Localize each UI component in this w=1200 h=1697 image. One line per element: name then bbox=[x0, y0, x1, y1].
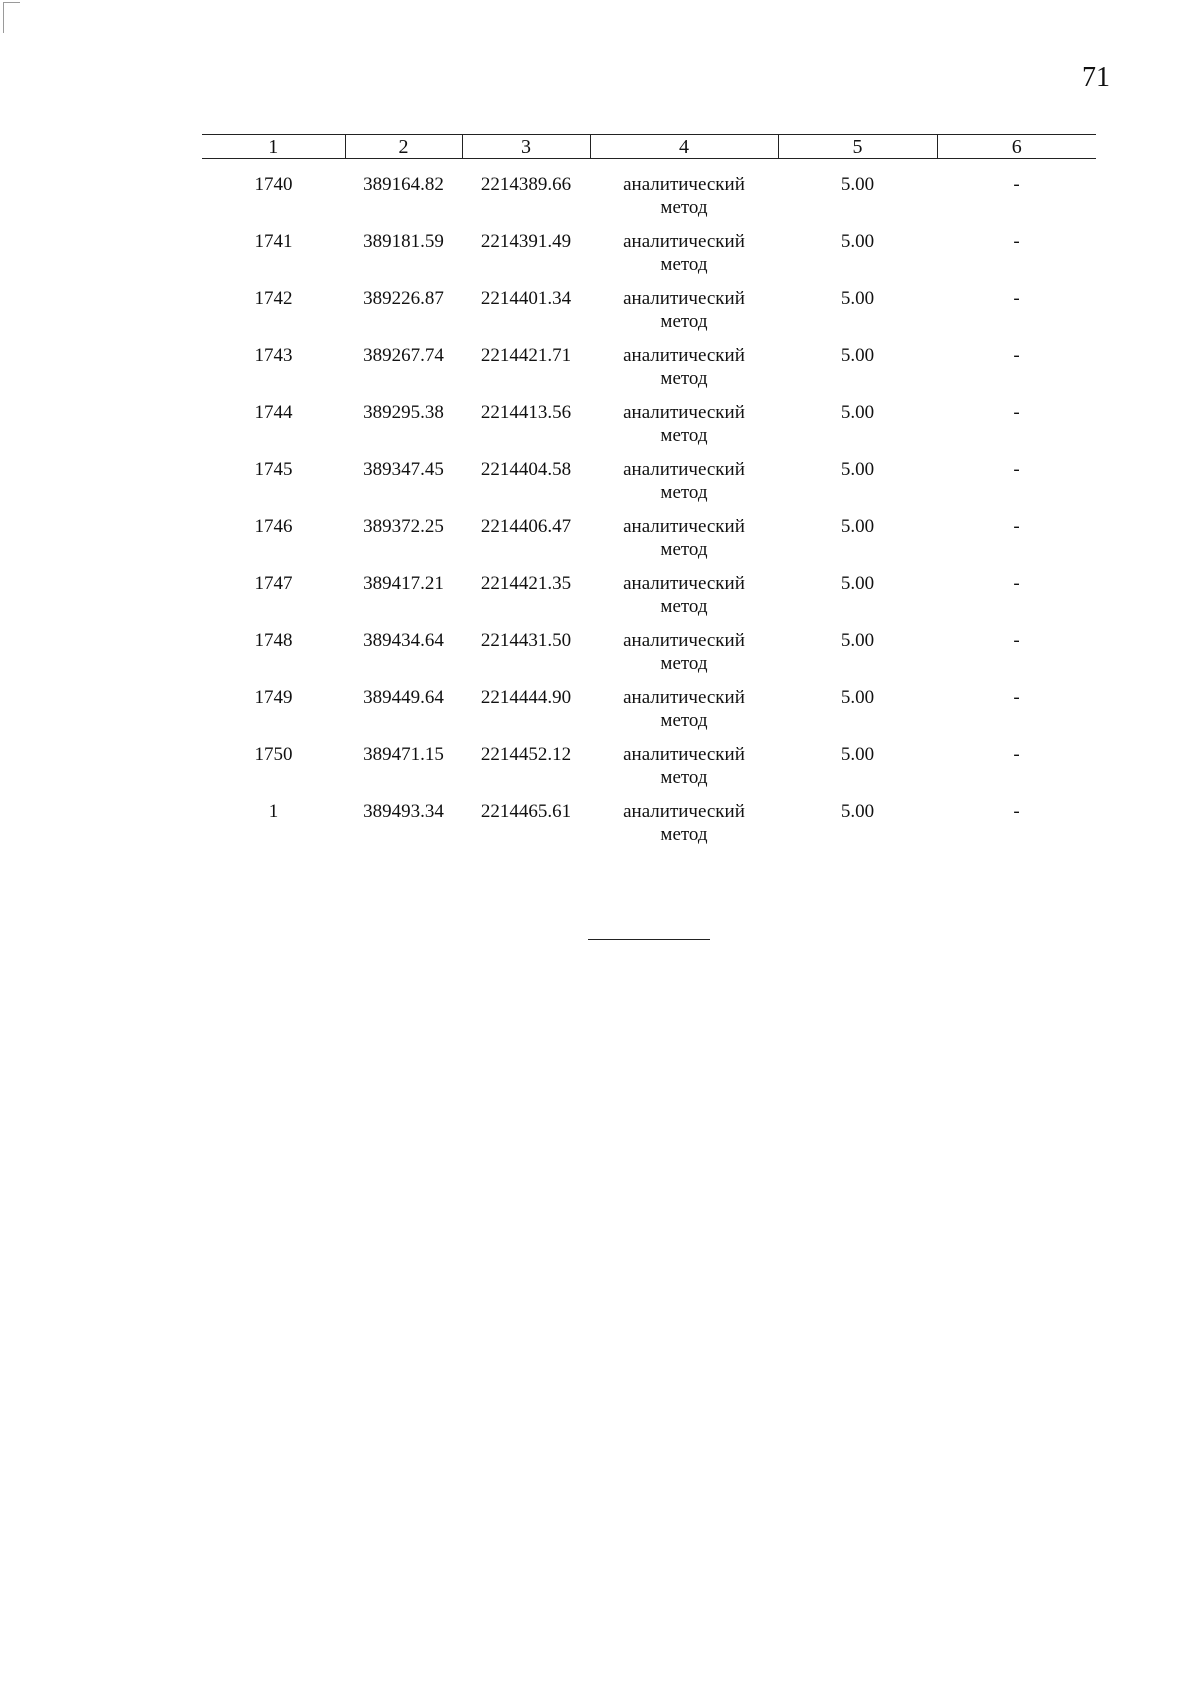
y-coordinate-cell: 2214452.12 bbox=[480, 744, 572, 765]
y-coordinate-cell: 2214465.61 bbox=[480, 801, 572, 822]
note-cell: - bbox=[1013, 402, 1020, 423]
note-cell: - bbox=[1013, 687, 1020, 708]
x-coordinate-cell: 389226.87 bbox=[363, 288, 444, 309]
method-line-2: метод bbox=[660, 824, 708, 845]
method-cell bbox=[590, 743, 778, 800]
method-line-2: метод bbox=[660, 311, 708, 332]
point-number-cell: 1 bbox=[268, 801, 279, 822]
table-row bbox=[202, 686, 1096, 743]
table-row bbox=[202, 629, 1096, 686]
point-number-cell: 1748 bbox=[254, 630, 293, 651]
method-line-1: аналитический bbox=[623, 174, 745, 195]
note-cell: - bbox=[1013, 174, 1020, 195]
x-coordinate-cell: 389493.34 bbox=[363, 801, 444, 822]
method-line-1: аналитический bbox=[623, 744, 745, 765]
note-cell: - bbox=[1013, 459, 1020, 480]
method-cell bbox=[590, 344, 778, 401]
x-coordinate-cell: 389347.45 bbox=[363, 459, 444, 480]
method-line-1: аналитический bbox=[623, 459, 745, 480]
point-number-cell: 1745 bbox=[254, 459, 293, 480]
note-cell: - bbox=[1013, 345, 1020, 366]
column-header-5: 5 bbox=[778, 135, 937, 159]
accuracy-cell: 5.00 bbox=[840, 402, 875, 423]
x-coordinate-cell: 389181.59 bbox=[363, 231, 444, 252]
table-row bbox=[202, 159, 1096, 231]
table-row bbox=[202, 743, 1096, 800]
column-header-1: 1 bbox=[202, 135, 345, 159]
note-cell: - bbox=[1013, 288, 1020, 309]
method-line-2: метод bbox=[660, 767, 708, 788]
method-line-2: метод bbox=[660, 368, 708, 389]
point-number-cell: 1746 bbox=[254, 516, 293, 537]
column-header-6: 6 bbox=[937, 135, 1096, 159]
point-number-cell: 1741 bbox=[254, 231, 293, 252]
y-coordinate-cell: 2214421.71 bbox=[480, 345, 572, 366]
x-coordinate-cell: 389295.38 bbox=[363, 402, 444, 423]
note-cell: - bbox=[1013, 231, 1020, 252]
x-coordinate-cell: 389434.64 bbox=[363, 630, 444, 651]
y-coordinate-cell: 2214391.49 bbox=[480, 231, 572, 252]
x-coordinate-cell: 389267.74 bbox=[363, 345, 444, 366]
y-coordinate-cell: 2214404.58 bbox=[480, 459, 572, 480]
accuracy-cell: 5.00 bbox=[840, 345, 875, 366]
accuracy-cell: 5.00 bbox=[840, 516, 875, 537]
table-row bbox=[202, 230, 1096, 287]
table-row bbox=[202, 800, 1096, 857]
y-coordinate-cell: 2214406.47 bbox=[480, 516, 572, 537]
note-cell: - bbox=[1013, 516, 1020, 537]
point-number-cell: 1749 bbox=[254, 687, 293, 708]
y-coordinate-cell: 2214389.66 bbox=[480, 174, 572, 195]
column-header-2: 2 bbox=[345, 135, 462, 159]
method-line-1: аналитический bbox=[623, 801, 745, 822]
accuracy-cell: 5.00 bbox=[840, 687, 875, 708]
method-cell bbox=[590, 287, 778, 344]
method-line-1: аналитический bbox=[623, 231, 745, 252]
table-row bbox=[202, 287, 1096, 344]
method-cell bbox=[590, 159, 778, 231]
point-number-cell: 1743 bbox=[254, 345, 293, 366]
y-coordinate-cell: 2214421.35 bbox=[480, 573, 572, 594]
accuracy-cell: 5.00 bbox=[840, 801, 875, 822]
accuracy-cell: 5.00 bbox=[840, 459, 875, 480]
point-number-cell: 1742 bbox=[254, 288, 293, 309]
method-line-1: аналитический bbox=[623, 573, 745, 594]
method-line-2: метод bbox=[660, 254, 708, 275]
table-header-row bbox=[202, 135, 1096, 159]
y-coordinate-cell: 2214431.50 bbox=[480, 630, 572, 651]
column-header-3: 3 bbox=[462, 135, 590, 159]
method-line-2: метод bbox=[660, 482, 708, 503]
method-cell bbox=[590, 515, 778, 572]
table-row bbox=[202, 572, 1096, 629]
x-coordinate-cell: 389417.21 bbox=[363, 573, 444, 594]
table-row bbox=[202, 458, 1096, 515]
note-cell: - bbox=[1013, 801, 1020, 822]
method-line-2: метод bbox=[660, 596, 708, 617]
method-cell bbox=[590, 458, 778, 515]
method-line-1: аналитический bbox=[623, 516, 745, 537]
table-row bbox=[202, 515, 1096, 572]
accuracy-cell: 5.00 bbox=[840, 744, 875, 765]
accuracy-cell: 5.00 bbox=[840, 288, 875, 309]
point-number-cell: 1740 bbox=[254, 174, 293, 195]
point-number-cell: 1744 bbox=[254, 402, 293, 423]
scan-corner-mark bbox=[3, 2, 20, 33]
x-coordinate-cell: 389471.15 bbox=[363, 744, 444, 765]
accuracy-cell: 5.00 bbox=[840, 231, 875, 252]
note-cell: - bbox=[1013, 744, 1020, 765]
method-line-1: аналитический bbox=[623, 402, 745, 423]
table-header bbox=[202, 135, 1096, 159]
y-coordinate-cell: 2214401.34 bbox=[480, 288, 572, 309]
accuracy-cell: 5.00 bbox=[840, 630, 875, 651]
accuracy-cell: 5.00 bbox=[840, 573, 875, 594]
x-coordinate-cell: 389449.64 bbox=[363, 687, 444, 708]
note-cell: - bbox=[1013, 630, 1020, 651]
method-line-1: аналитический bbox=[623, 630, 745, 651]
method-line-1: аналитический bbox=[623, 288, 745, 309]
method-line-2: метод bbox=[660, 539, 708, 560]
table-row bbox=[202, 401, 1096, 458]
page-number: 71 bbox=[1082, 62, 1110, 93]
y-coordinate-cell: 2214444.90 bbox=[480, 687, 572, 708]
method-cell bbox=[590, 230, 778, 287]
method-line-1: аналитический bbox=[623, 345, 745, 366]
method-line-1: аналитический bbox=[623, 687, 745, 708]
end-of-table-rule bbox=[588, 939, 710, 940]
method-cell bbox=[590, 401, 778, 458]
point-number-cell: 1747 bbox=[254, 573, 293, 594]
method-line-2: метод bbox=[660, 710, 708, 731]
x-coordinate-cell: 389372.25 bbox=[363, 516, 444, 537]
method-line-2: метод bbox=[660, 425, 708, 446]
method-line-2: метод bbox=[660, 653, 708, 674]
accuracy-cell: 5.00 bbox=[840, 174, 875, 195]
note-cell: - bbox=[1013, 573, 1020, 594]
table-row bbox=[202, 344, 1096, 401]
method-cell bbox=[590, 686, 778, 743]
method-cell bbox=[590, 629, 778, 686]
method-cell bbox=[590, 572, 778, 629]
method-cell bbox=[590, 800, 778, 857]
table-body bbox=[202, 159, 1096, 858]
coordinates-table-container bbox=[202, 134, 1096, 857]
column-header-4: 4 bbox=[590, 135, 778, 159]
coordinates-table bbox=[202, 134, 1096, 857]
point-number-cell: 1750 bbox=[254, 744, 293, 765]
method-line-2: метод bbox=[660, 197, 708, 218]
x-coordinate-cell: 389164.82 bbox=[363, 174, 444, 195]
y-coordinate-cell: 2214413.56 bbox=[480, 402, 572, 423]
